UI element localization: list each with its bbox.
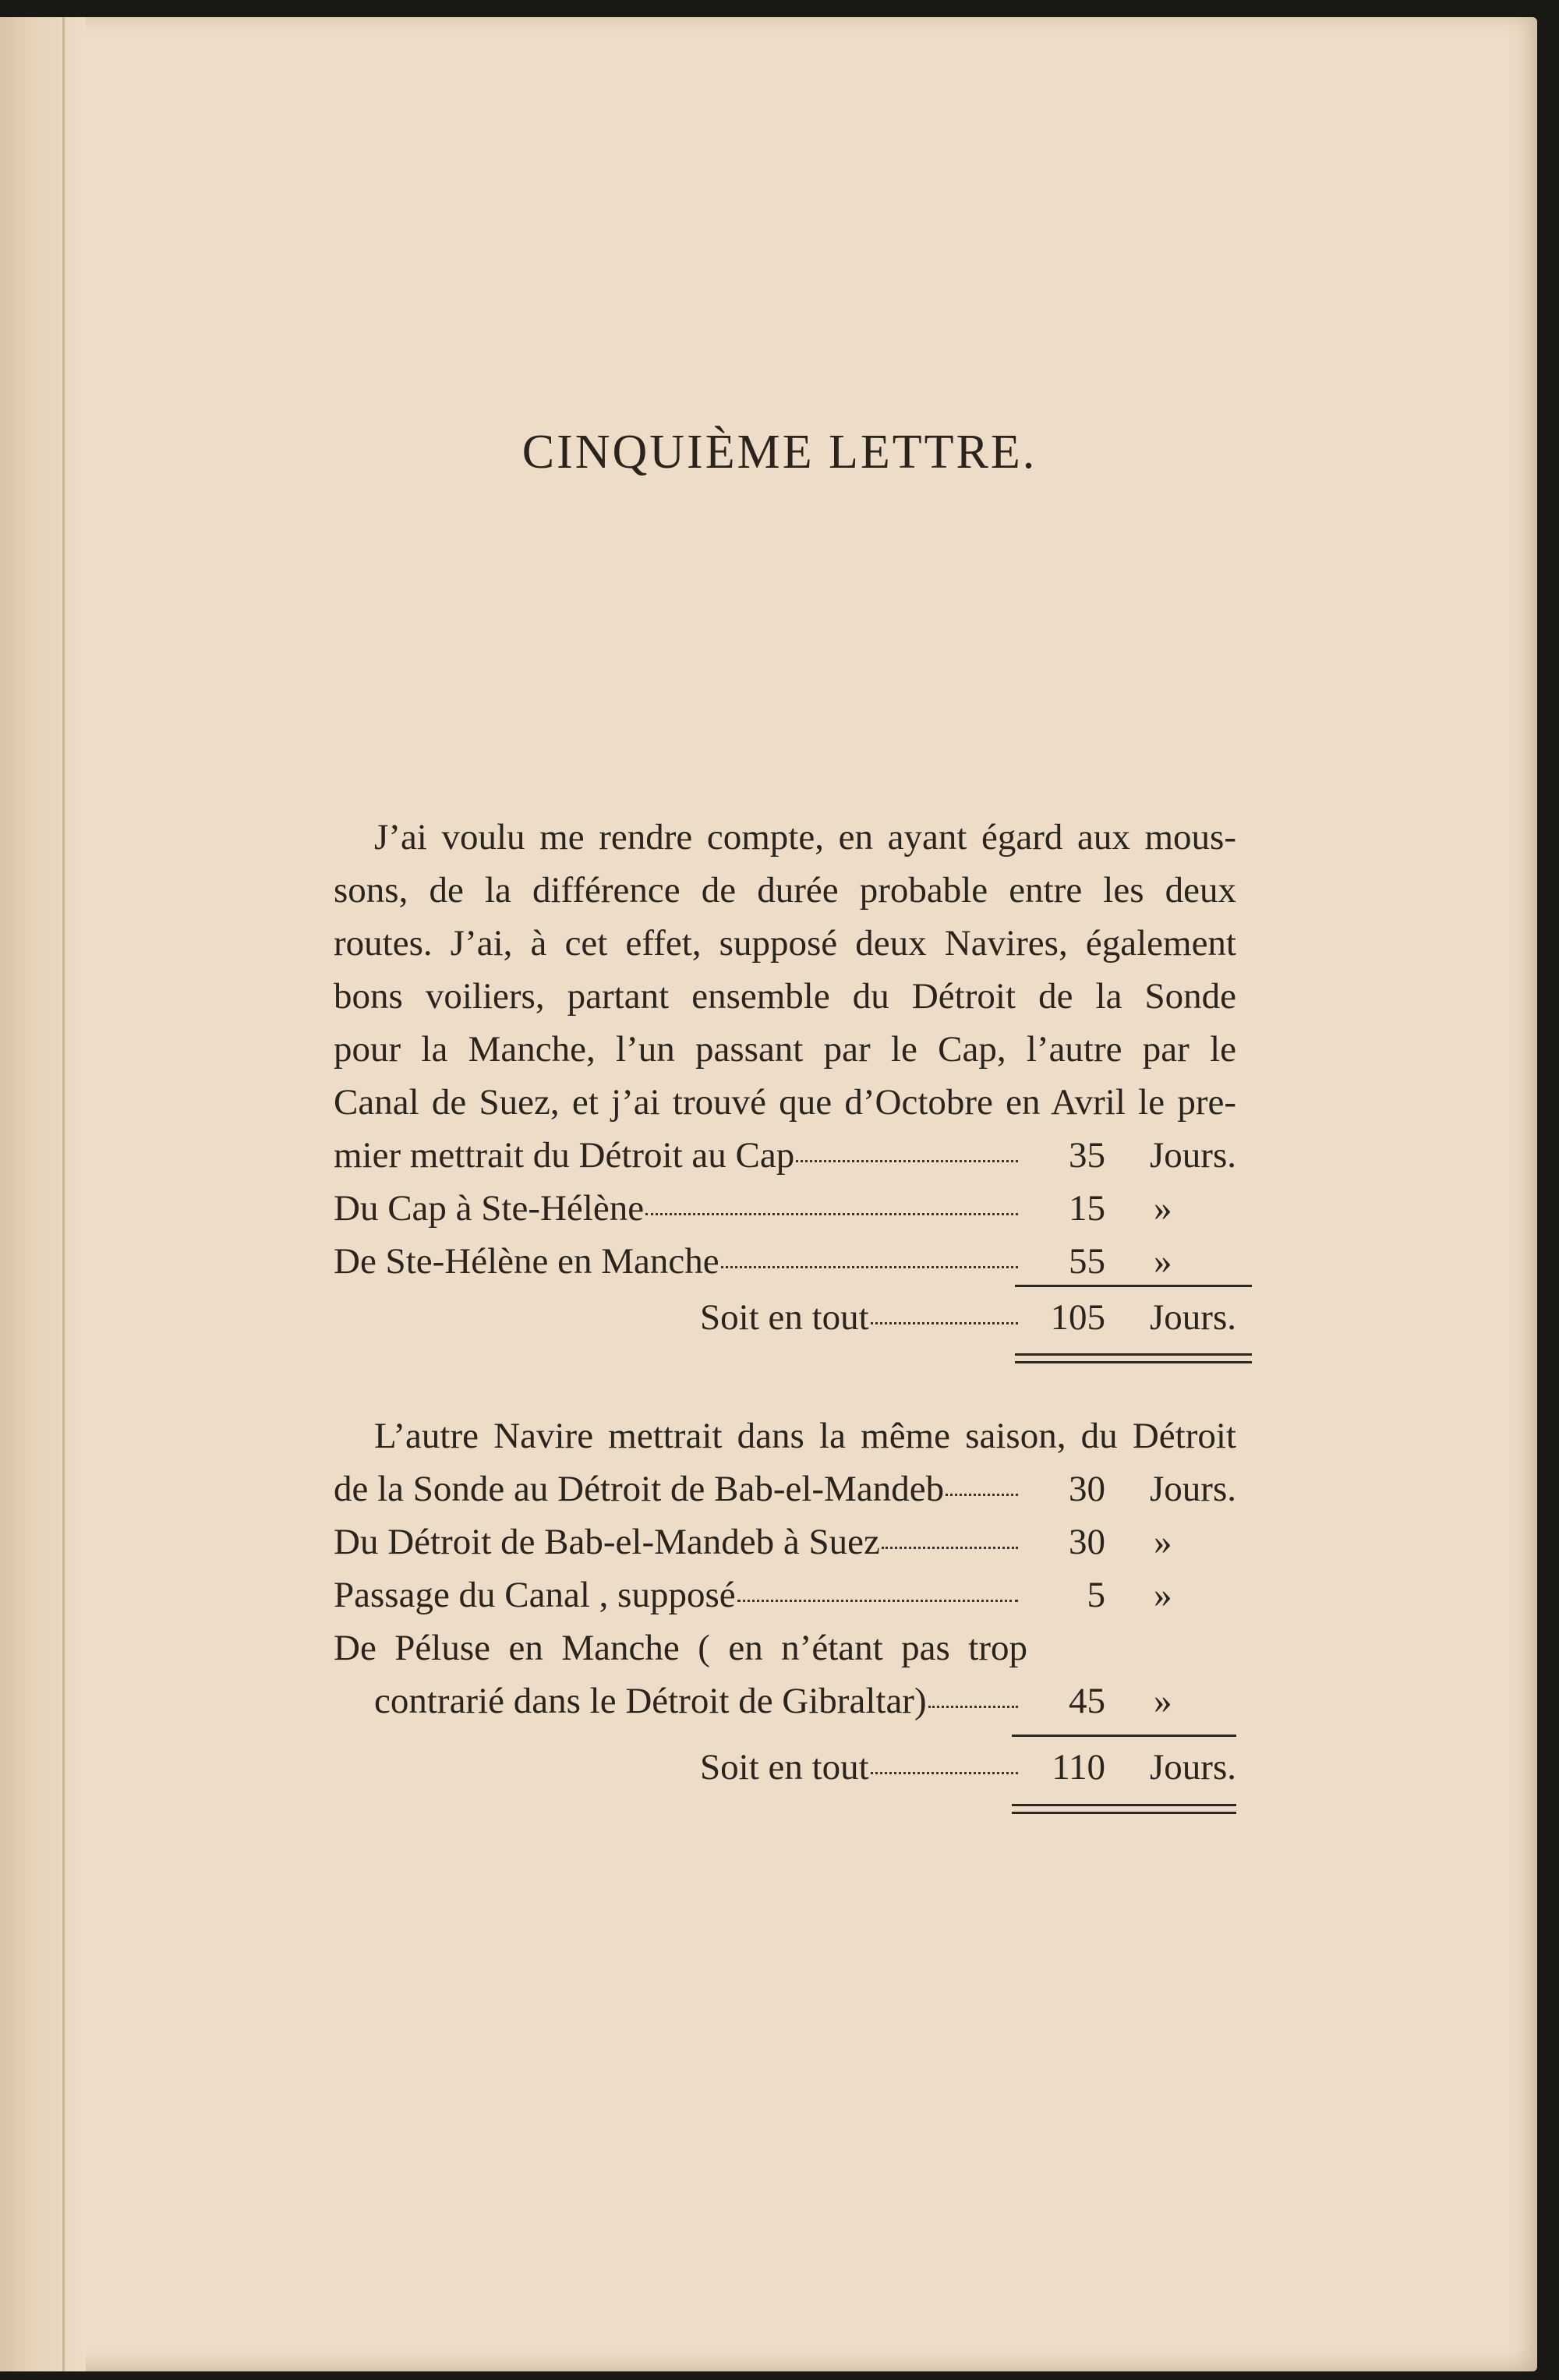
- route-cap-row: [334, 1182, 1236, 1235]
- row-days: 45: [1069, 1681, 1105, 1721]
- total-suez: [334, 1741, 1236, 1794]
- paragraph-line: routes. J’ai, à cet effet, supposé deux Navires, également: [334, 923, 1236, 964]
- paragraph-line: J’ai voulu me rendre compte, en ayant égard aux mous-: [374, 817, 1236, 858]
- row-label: mier mettrait du Détroit au Cap: [334, 1135, 795, 1176]
- sum-rule: [1012, 1735, 1236, 1737]
- row-unit: »: [1154, 1188, 1172, 1229]
- multi-line-label: De Péluse en Manche ( en n’étant pas trop: [334, 1628, 1027, 1668]
- row-label: Du Cap à Ste-Hélène: [334, 1188, 645, 1229]
- total-row: [334, 1741, 1236, 1794]
- double-rule-top: [1012, 1804, 1236, 1806]
- gutter-fold-line: [62, 17, 65, 2371]
- double-rule-bottom: [1015, 1361, 1252, 1363]
- total-label: Soit en tout: [700, 1297, 869, 1338]
- total-cap: [334, 1291, 1236, 1344]
- paragraph-line: Canal de Suez, et j’ai trouvé que d’Octobre en Avril le pre-: [334, 1082, 1236, 1123]
- sum-rule: [1015, 1285, 1252, 1287]
- row-unit: »: [1154, 1241, 1172, 1282]
- leader-dots: [871, 1291, 1018, 1324]
- row-label: de la Sonde au Détroit de Bab-el-Mandeb: [334, 1469, 945, 1509]
- row-days: 30: [1069, 1522, 1105, 1562]
- route-cap-row: [334, 1129, 1236, 1182]
- row-days: 55: [1069, 1241, 1105, 1282]
- double-rule-top: [1015, 1353, 1252, 1356]
- leader-dots: [721, 1235, 1018, 1268]
- total-days: 105: [1050, 1297, 1105, 1338]
- row-days: 30: [1069, 1469, 1105, 1509]
- opening-paragraph: [334, 811, 1236, 1288]
- route-suez-row: [334, 1462, 1236, 1515]
- leader-dots: [645, 1182, 1018, 1215]
- row-unit: Jours.: [1150, 1135, 1236, 1176]
- paragraph-line: L’autre Navire mettrait dans la même saison, du Détroit: [374, 1416, 1236, 1456]
- route-suez-row: [334, 1568, 1236, 1621]
- page-gutter: [0, 17, 86, 2371]
- row-label: De Ste-Hélène en Manche: [334, 1241, 719, 1282]
- leader-dots: [928, 1674, 1018, 1708]
- letter-title: CINQUIÈME LETTRE.: [521, 426, 1038, 479]
- leader-dots: [882, 1515, 1018, 1549]
- row-days: 5: [1087, 1575, 1105, 1615]
- row-label: Du Détroit de Bab-el-Mandeb à Suez: [334, 1522, 880, 1562]
- total-row: [334, 1291, 1236, 1344]
- suez-section: [334, 1409, 1236, 1728]
- leader-dots: [737, 1568, 1018, 1602]
- total-label: Soit en tout: [700, 1747, 869, 1788]
- paragraph-line: pour la Manche, l’un passant par le Cap, l’autre par le: [334, 1029, 1236, 1070]
- row-unit: »: [1154, 1522, 1172, 1562]
- leader-dots: [796, 1129, 1018, 1162]
- row-unit: »: [1154, 1681, 1172, 1721]
- leader-dots: [946, 1462, 1018, 1496]
- route-cap-row: [334, 1235, 1236, 1288]
- route-suez-row: [334, 1515, 1236, 1568]
- row-days: 15: [1069, 1188, 1105, 1229]
- double-rule-bottom: [1012, 1812, 1236, 1814]
- total-unit: Jours.: [1150, 1747, 1236, 1788]
- row-days: 35: [1069, 1135, 1105, 1176]
- total-days: 110: [1052, 1747, 1105, 1788]
- leader-dots: [871, 1741, 1018, 1774]
- total-unit: Jours.: [1150, 1297, 1236, 1338]
- paragraph-line: bons voiliers, partant ensemble du Détroit de la Sonde: [334, 976, 1236, 1017]
- route-suez-row: [334, 1674, 1236, 1728]
- row-unit: »: [1154, 1575, 1172, 1615]
- row-label: Passage du Canal , supposé: [334, 1575, 736, 1615]
- paragraph-line: sons, de la différence de durée probable entre les deux: [334, 870, 1236, 911]
- row-label: contrarié dans le Détroit de Gibraltar): [374, 1681, 927, 1721]
- row-unit: Jours.: [1150, 1469, 1236, 1509]
